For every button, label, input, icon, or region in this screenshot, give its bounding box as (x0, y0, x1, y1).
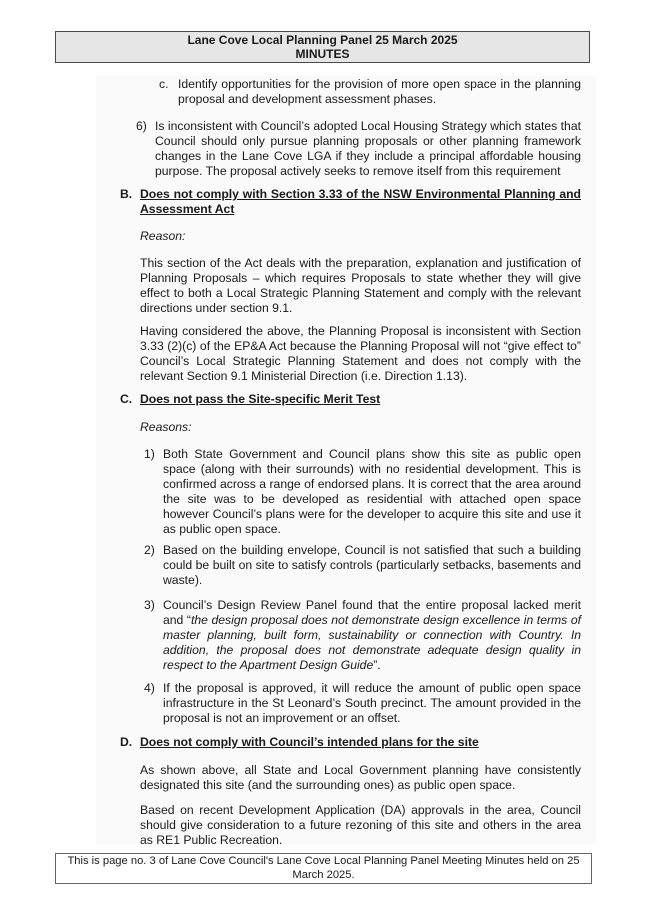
header-title: Lane Cove Local Planning Panel 25 March 2025 (187, 33, 458, 47)
reason-1: Both State Government and Council plans show this site as public open space (along with their surrounds) with no residential development. This is confirmed across a range of endorsed plans. It is correct that the area around the site was to be developed as residential with attached open space however Council’s plans were for the developer to acquire this site and use it as public open space. (163, 447, 581, 536)
section-c-letter: C. (120, 392, 133, 406)
reason-marker-2: 2) (144, 543, 155, 557)
footer-text: This is page no. 3 of Lane Cove Council's Lane Cove Local Planning Panel Meeting Minutes held on 25 March 2025. (67, 855, 580, 881)
reason-3 (163, 598, 581, 673)
reason-marker-4: 4) (144, 681, 155, 695)
page-header (55, 31, 590, 63)
reason-3-quote: the design proposal does not demonstrate design excellence in terms of master planning, built form, sustainability or connection with Country. In addition, the proposal does not demonstrate adequate design quality in respect to the Apartment Design Guide (163, 613, 582, 672)
section-b-reason-label: Reason: (140, 229, 186, 243)
reason-3-intro: Council’s Design Review Panel found that the entire proposal lacked merit and “ (163, 598, 581, 627)
section-b-heading: Does not comply with Section 3.33 of the NSW Environmental Planning and Assessment Act (140, 187, 581, 216)
reason-4: If the proposal is approved, it will reduce the amount of public open space infrastructure in the St Leonard’s South precinct. The amount provided in the proposal is not an improvement or an offset. (163, 681, 581, 725)
reason-3-end: ”. (373, 658, 381, 672)
section-d-letter: D. (120, 735, 133, 749)
section-c-reason-label: Reasons: (140, 420, 192, 434)
section-c-heading: Does not pass the Site-specific Merit Test (140, 392, 381, 406)
section-b-paragraph-1: This section of the Act deals with the preparation, explanation and justification of Planning Proposals – which requires Proposals to state whether they will give effect to both a Local Strategic Planning Statement and comply with the relevant directions under section 9.1. (140, 256, 581, 315)
header-subtitle: MINUTES (295, 47, 350, 61)
section-d-paragraph-2: Based on recent Development Application (DA) approvals in the area, Council should give consideration to a future rezoning of this site and others in the area as RE1 Public Recreation. (140, 803, 581, 847)
list-marker-c: c. (159, 77, 169, 91)
section-b-letter: B. (120, 187, 133, 201)
section-d-paragraph-1: As shown above, all State and Local Government planning have consistently designated this site (and the surrounding ones) as public open space. (140, 763, 581, 792)
list-item-6: Is inconsistent with Council’s adopted Local Housing Strategy which states that Council should only pursue planning proposals or other planning framework changes in the Lane Cove LGA if they include a principal affordable housing purpose. The proposal actively seeks to remove itself from this requirement (155, 119, 581, 178)
page-footer (55, 853, 592, 884)
list-item-c: Identify opportunities for the provision of more open space in the planning proposal and development assessment phases. (178, 77, 581, 106)
reason-2: Based on the building envelope, Council is not satisfied that such a building could be built on site to satisfy controls (particularly setbacks, basements and waste). (163, 543, 581, 587)
section-d-heading: Does not comply with Council’s intended plans for the site (140, 735, 479, 749)
reason-marker-1: 1) (144, 447, 155, 461)
reason-marker-3: 3) (144, 598, 155, 612)
section-b-paragraph-2: Having considered the above, the Planning Proposal is inconsistent with Section 3.33 (2)(c) of the EP&A Act because the Planning Proposal will not “give effect to” Council’s Local Strategic Planning Statement and does not comply with the relevant Section 9.1 Ministerial Direction (i.e. Direction 1.13). (140, 324, 581, 383)
list-marker-6: 6) (136, 119, 147, 133)
